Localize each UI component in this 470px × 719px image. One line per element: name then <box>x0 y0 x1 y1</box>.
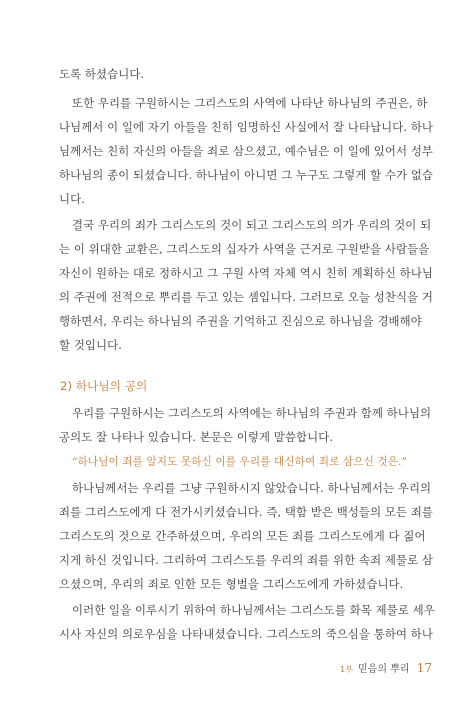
running-footer <box>340 661 432 677</box>
body-line: 시사 자신의 의로우심을 나타내셨습니다. 그리스도의 죽으심을 통하여 하나 <box>59 627 433 641</box>
scripture-quote: “하나님이 죄를 알지도 못하신 이를 우리를 대신하여 죄로 삼으신 것은.” <box>72 456 408 468</box>
body-line: 나님께서 이 일에 자기 아들을 친히 임명하신 사실에서 잘 나타납니다. 하나 <box>59 120 434 134</box>
body-line: 우리를 구원하시는 그리스도의 사역에는 하나님의 주권과 함께 하나님의 <box>72 406 432 420</box>
body-line: 니다. <box>59 192 85 206</box>
body-line: 공의도 잘 나타나 있습니다. 본문은 이렇게 말씀합니다. <box>59 430 334 444</box>
body-line: 하나님께서는 우리를 그냥 구원하시지 않았습니다. 하나님께서는 우리의 <box>72 481 432 495</box>
body-line: 으셨으며, 우리의 죄로 인한 모든 형벌을 그리스도에게 가하셨습니다. <box>59 577 404 591</box>
body-line: 자신이 원하는 대로 정하시고 그 구원 사역 자체 역시 친히 계획하신 하나님 <box>59 266 434 280</box>
body-line: 의 주권에 전적으로 뿌리를 두고 있는 셈입니다. 그러므로 오늘 성찬식을 거 <box>59 290 434 304</box>
body-line: 할 것입니다. <box>59 338 122 352</box>
body-line: 결국 우리의 죄가 그리스도의 것이 되고 그리스도의 의가 우리의 것이 되 <box>72 218 432 232</box>
body-line: 또한 우리를 구원하시는 그리스도의 사역에 나타난 하나님의 주권은, 하 <box>72 96 428 110</box>
body-line: 이러한 일을 이루시기 위하여 하나님께서는 그리스도를 화목 제물로 세우 <box>72 603 435 617</box>
section-heading: 2) 하나님의 공의 <box>60 379 148 393</box>
body-line: 행하면서, 우리는 하나님의 주권을 기억하고 진심으로 하나님을 경배해야 <box>59 314 422 328</box>
body-line: 하나님의 종이 되셨습니다. 하나님이 아니면 그 누구도 그렇게 할 수가 없습 <box>59 168 434 182</box>
body-line: 는 이 위대한 교환은, 그리스도의 십자가 사역을 근거로 구원받을 사람들을 <box>59 242 430 256</box>
body-line: 도록 하셨습니다. <box>59 67 145 81</box>
body-line: 죄를 그리스도에게 다 전가시키셨습니다. 즉, 택함 받은 백성들의 모든 죄를 <box>59 505 434 519</box>
body-line: 님께서는 친히 자신의 아들을 죄로 삼으셨고, 예수님은 이 일에 있어서 성부 <box>59 144 434 158</box>
page-number: 17 <box>416 661 432 675</box>
body-line: 그리스도의 것으로 간주하셨으며, 우리의 모든 죄를 그리스도에게 다 짊어 <box>59 529 426 543</box>
book-part-title: 믿음의 뿌리 <box>358 664 410 675</box>
body-line: 지게 하신 것입니다. 그리하여 그리스도를 우리의 죄를 위한 속죄 제물로 삼 <box>59 553 434 567</box>
part-mark: 1부 <box>340 665 353 674</box>
